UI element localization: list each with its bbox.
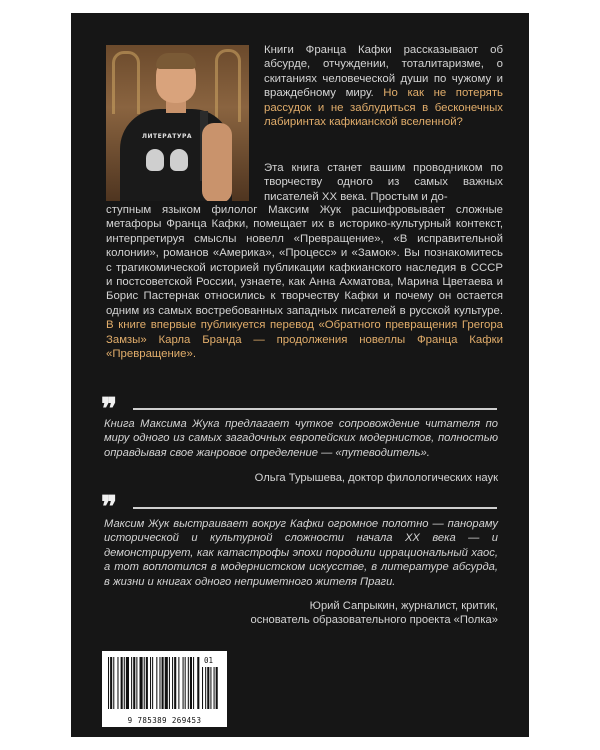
- intro-text: Книги Франца Кафки рассказывают об абсурде, отчуждении, тоталитаризме, о скитаниях человеческой души по чужому и враждебному миру.: [264, 44, 503, 100]
- quote-author: Ольга Турышева, доктор филологических наук: [254, 472, 498, 484]
- barcode-bars: [102, 651, 227, 713]
- description-accent-text: В книге впервые публикуется перевод «Обратного превращения Грегора Замзы» Карла Бранда — продолжения новеллы Франца Кафки «Превращение».: [106, 319, 503, 361]
- intro-accent-text: Но как не потерять рассудок и не заблудиться в бесконечных лабиринтах кафкианской вселенной?: [264, 87, 503, 129]
- description-text-top: Эта книга станет вашим проводником по творчеству одного из самых важных писателей XX века. Простым и до-: [264, 162, 503, 203]
- barcode-addon-digits: 01: [204, 656, 214, 665]
- description-paragraph-bottom: [106, 203, 503, 361]
- quote-divider: [133, 507, 497, 509]
- isbn-barcode: [102, 651, 227, 727]
- photo-arch-right: [215, 49, 241, 122]
- photo-arch-left: [112, 51, 140, 114]
- quote-author-affiliation: основатель образовательного проекта «Полка»: [250, 614, 498, 626]
- photo-shirt-faces: [146, 149, 196, 173]
- quote-mark-icon: ❞: [101, 490, 118, 525]
- photo-person-hair: [156, 53, 196, 69]
- isbn-digits: 9 785389 269453: [127, 716, 202, 725]
- photo-shirt-print: ЛИТЕРАТУРА: [142, 133, 192, 140]
- quote-divider: [133, 408, 497, 410]
- book-back-cover: [71, 13, 529, 737]
- quote-author: Юрий Сапрыкин, журналист, критик,: [309, 600, 498, 612]
- description-text: ступным языком филолог Максим Жук расшифровывает сложные метафоры Франца Кафки, помещает их в историко-культурный контекст, интерпретируя смыслы новелл «Превращение», «В исправительной колонии», романов «Америка», «Процесс» и «Замок». Вы познакомитесь с трагикомической историей публикации кафкианского наследия в СССР и постсоветской России, узнаете, как Анна Ахматова, Марина Цветаева и Борис Пастернак относились к творчеству Кафки и почему он остается одним из самых востребованных западных писателей в русской культуре.: [106, 204, 503, 317]
- quote-mark-icon: ❞: [101, 392, 118, 427]
- intro-paragraph: [264, 43, 503, 129]
- author-photo: [106, 45, 249, 201]
- quote-text: Книга Максима Жука предлагает чуткое сопровождение читателя по миру одного из самых загадочных европейских модернистов, полностью оправдывая свое жанровое определение — «путеводитель».: [104, 418, 498, 459]
- quote-text: Максим Жук выстраивает вокруг Кафки огромное полотно — панораму исторической и культурной сложности начала XX века — и демонстрирует, как катастрофы эпохи породили иррациональный хаос, а тот воплотился в модернистском искусстве, в литературе абсурда, в жизни и книгах одного неприметного жителя Праги.: [104, 518, 498, 588]
- photo-person-arm: [202, 123, 232, 201]
- description-paragraph-top: [264, 161, 503, 204]
